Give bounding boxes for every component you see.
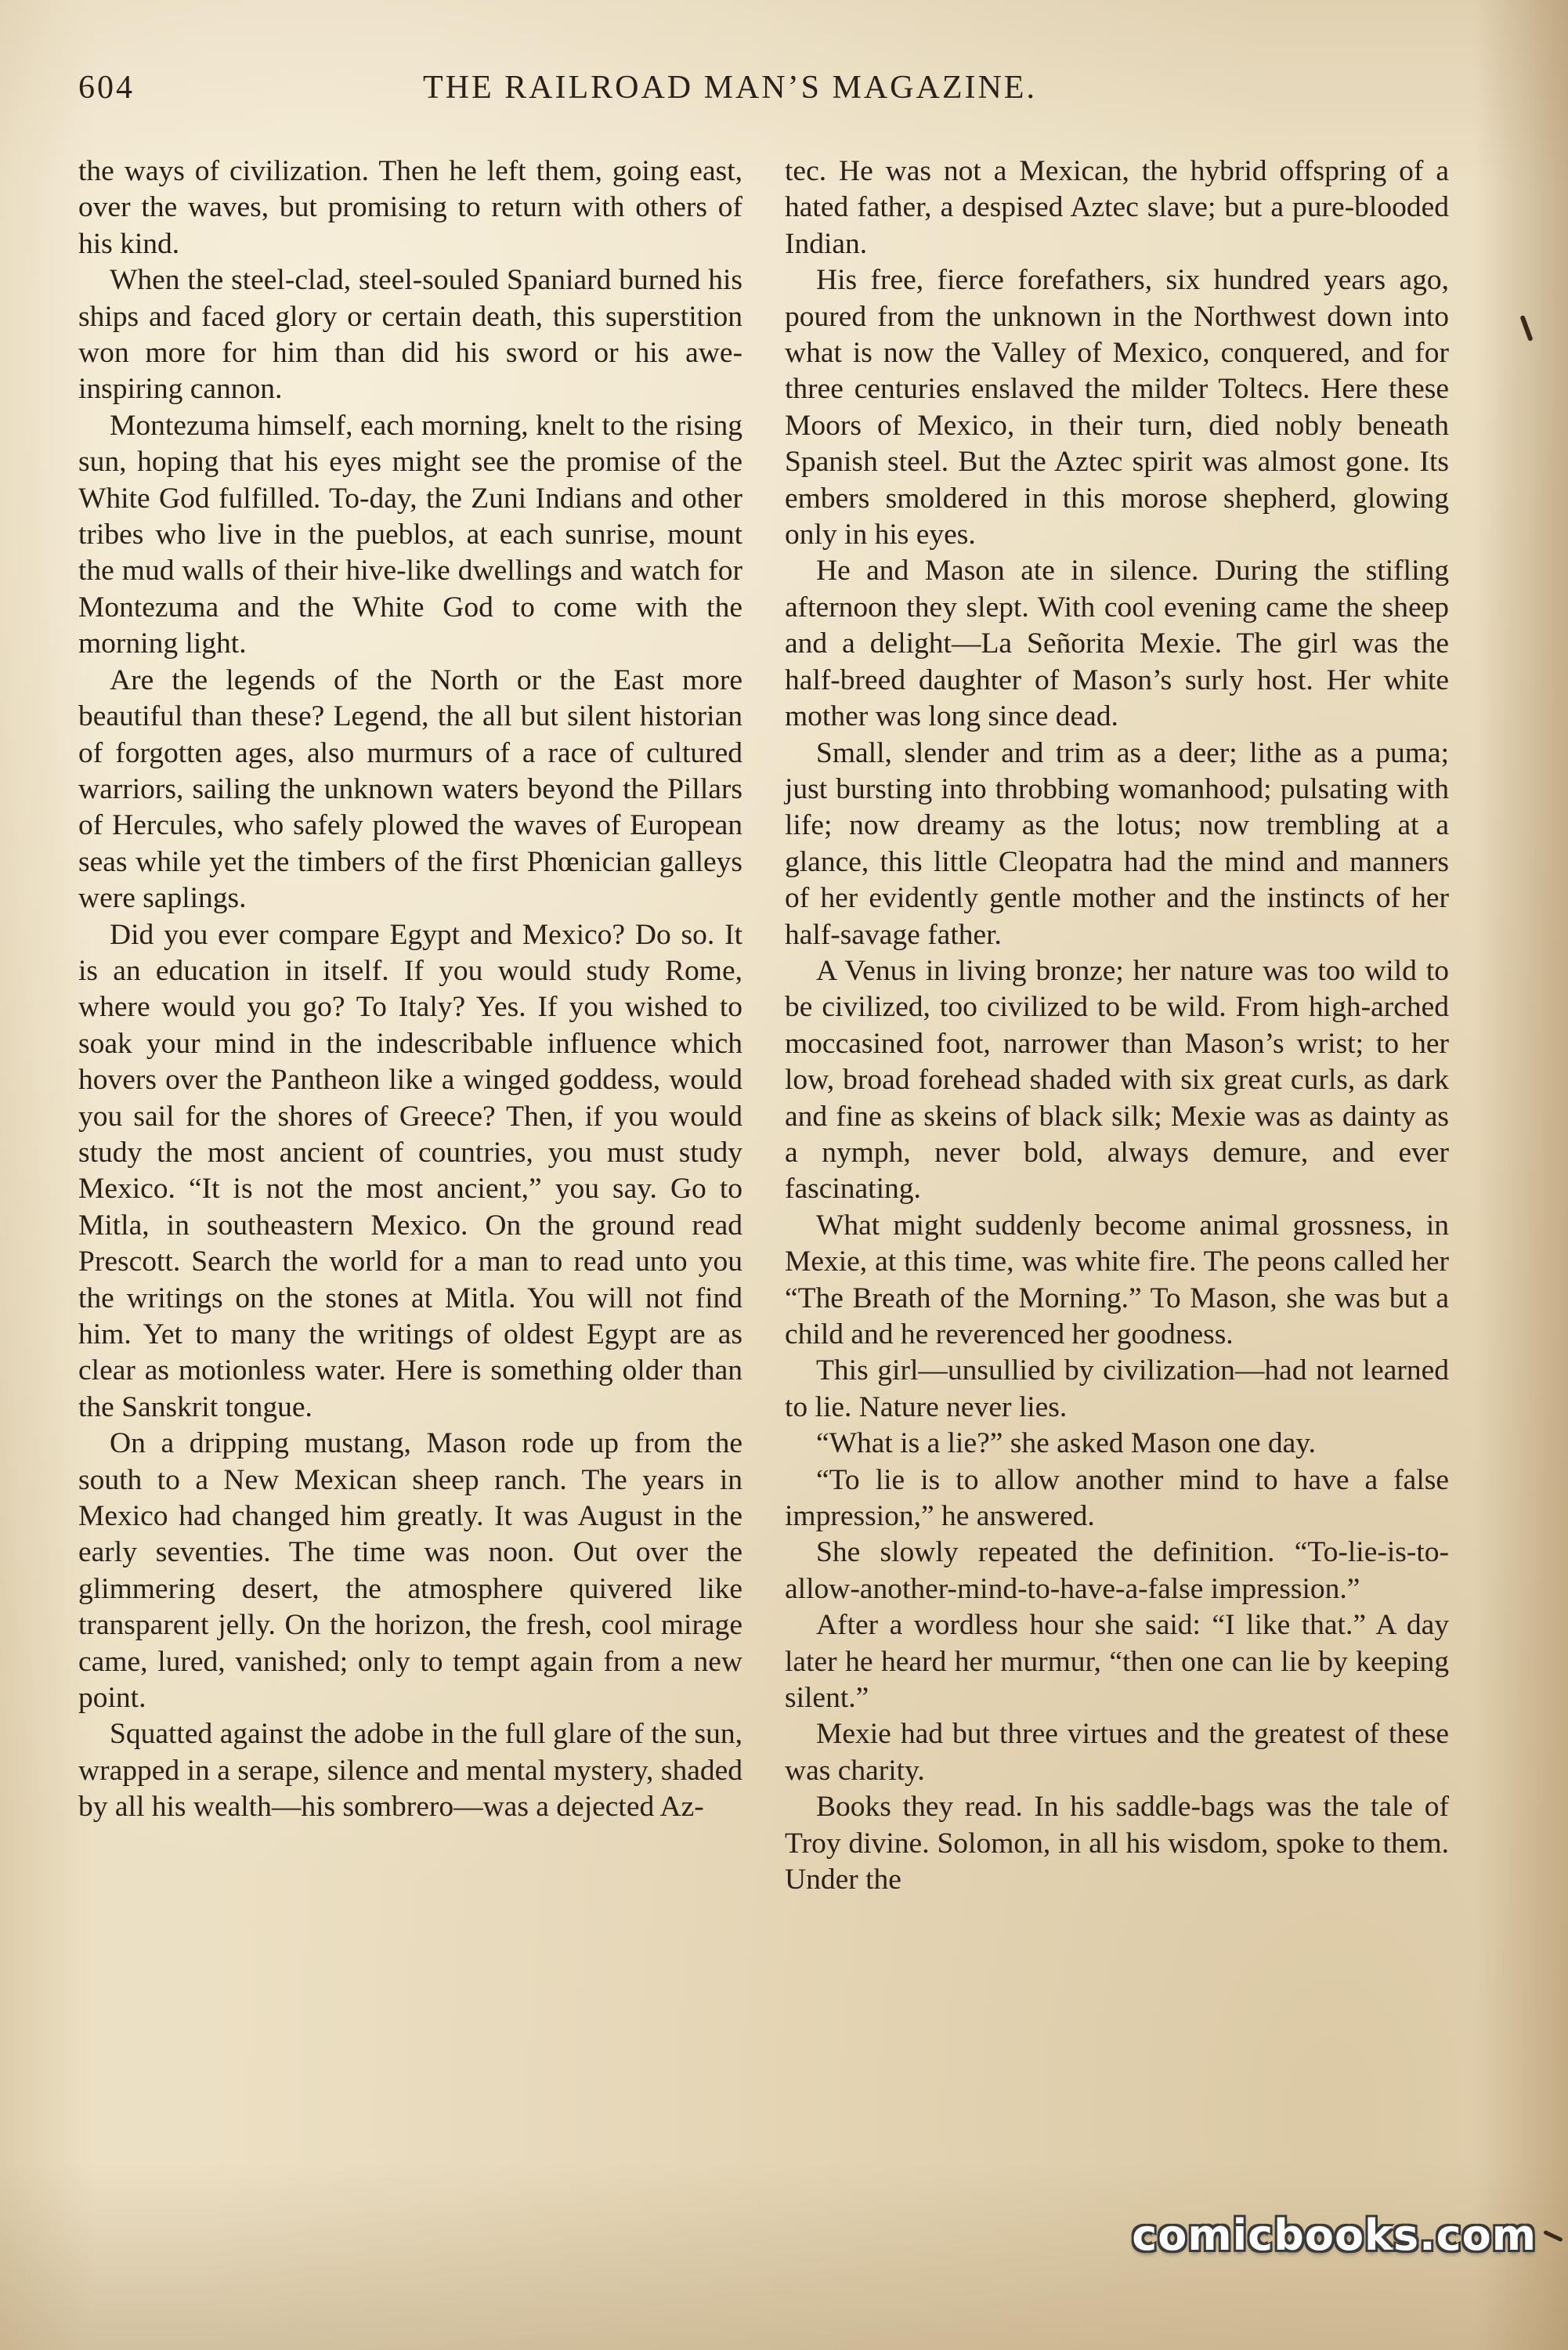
paragraph: On a dripping mustang, Mason rode up from the south to a New Mexican sheep ranch. The years in Mexico had changed him greatly. It was August in the early seventies. The time was noon. Out over the glimmering desert, the atmosphere quivered like transparent jelly. On the horizon, the fresh, cool mirage came, lured, vanished; only to tempt again from a new point. — [78, 1427, 742, 1715]
paragraph: the ways of civilization. Then he left them, going east, over the waves, but promising to return with others of his kind. — [78, 155, 742, 260]
paragraph: Small, slender and trim as a deer; lithe as a puma; just bursting into throbbing womanhood; pulsating with life; now dreamy as the lotus; now trembling at a glance, this little Cleopatra had the mind and manners of her evidently gentle mother and the instincts of her half-savage father. — [785, 736, 1449, 951]
paragraph: A Venus in living bronze; her nature was too wild to be civilized, too civilized to be wild. From high-arched moccasined foot, narrower than Mason’s wrist; to her low, broad forehead shaded with six great curls, as dark and fine as skeins of black silk; Mexie was as dainty as a nymph, never bold, always demure, and ever fascinating. — [785, 954, 1449, 1206]
right-column — [785, 154, 1449, 1899]
paragraph: He and Mason ate in silence. During the stifling afternoon they slept. With cool evening came the sheep and a delight—La Señorita Mexie. The girl was the half-breed daughter of Mason’s surly host. Her white mother was long since dead. — [785, 555, 1449, 733]
watermark: comicbooks.com — [1132, 2211, 1537, 2260]
paragraph: tec. He was not a Mexican, the hybrid offspring of a hated father, a despised Aztec slave; but a pure-blooded Indian. — [785, 155, 1449, 260]
paragraph: After a wordless hour she said: “I like that.” A day later he heard her murmur, “then one can lie by keeping silent.” — [785, 1609, 1449, 1715]
paragraph: When the steel-clad, steel-souled Spaniard burned his ships and faced glory or certain death, this superstition won more for him than did his sword or his awe-inspiring cannon. — [78, 264, 742, 406]
paragraph: Are the legends of the North or the East more beautiful than these? Legend, the all but silent historian of forgotten ages, also murmurs of a race of cultured warriors, sailing the unknown waters beyond the Pillars of Hercules, who safely plowed the waves of European seas while yet the timbers of the first Phœnician galleys were saplings. — [78, 663, 742, 915]
page-header — [78, 69, 1488, 124]
paragraph: Books they read. In his saddle-bags was the tale of Troy divine. Solomon, in all his wisdom, spoke to them. Under the — [785, 1791, 1449, 1896]
paragraph: His free, fierce forefathers, six hundred years ago, poured from the unknown in the Northwest down into what is now the Valley of Mexico, conquered, and for three centuries enslaved the milder Toltecs. Here these Moors of Mexico, in their turn, died nobly beneath Spanish steel. But the Aztec spirit was almost gone. Its embers smoldered in this morose shepherd, glowing only in his eyes. — [785, 264, 1449, 551]
page-number: 604 — [78, 70, 135, 106]
paragraph: She slowly repeated the definition. “To-lie-is-to-allow-another-mind-to-have-a-false impression.” — [785, 1536, 1449, 1605]
paragraph: Did you ever compare Egypt and Mexico? Do so. It is an education in itself. If you would study Rome, where would you go? To Italy? Yes. If you wished to soak your mind in the indescribable influence which hovers over the Pantheon like a winged goddess, would you sail for the shores of Greece? Then, if you would study the most ancient of countries, you must study Mexico. “It is not the most ancient,” you say. Go to Mitla, in southeastern Mexico. On the ground read Prescott. Search the world for a man to read unto you the writings on the stones at Mitla. You will not find him. Yet to many the writings of oldest Egypt are as clear as motionless water. Here is something older than the Sanskrit tongue. — [78, 918, 742, 1423]
paragraph: Montezuma himself, each morning, knelt to the rising sun, hoping that his eyes might see the promise of the White God fulfilled. To-day, the Zuni Indians and other tribes who live in the pueblos, at each sunrise, mount the mud walls of their hive-like dwellings and watch for Montezuma and the White God to come with the morning light. — [78, 409, 742, 660]
paragraph: This girl—unsullied by civilization—had not learned to lie. Nature never lies. — [785, 1354, 1449, 1423]
left-column — [78, 154, 742, 1826]
ink-mark — [1519, 315, 1533, 342]
paragraph: What might suddenly become animal grossness, in Mexie, at this time, was white fire. The peons called her “The Breath of the Morning.” To Mason, she was but a child and he reverenced her goodness. — [785, 1209, 1449, 1350]
paragraph: Mexie had but three virtues and the greatest of these was charity. — [785, 1718, 1449, 1787]
running-head: THE RAILROAD MAN’S MAGAZINE. — [423, 70, 1037, 106]
paragraph: “To lie is to allow another mind to have a false impression,” he answered. — [785, 1463, 1449, 1533]
paragraph: “What is a lie?” she asked Mason one day. — [816, 1427, 1316, 1460]
ink-mark — [1543, 2230, 1563, 2243]
paragraph: Squatted against the adobe in the full glare of the sun, wrapped in a serape, silence and mental mystery, shaded by all his wealth—his sombrero—was a dejected Az- — [78, 1718, 742, 1824]
